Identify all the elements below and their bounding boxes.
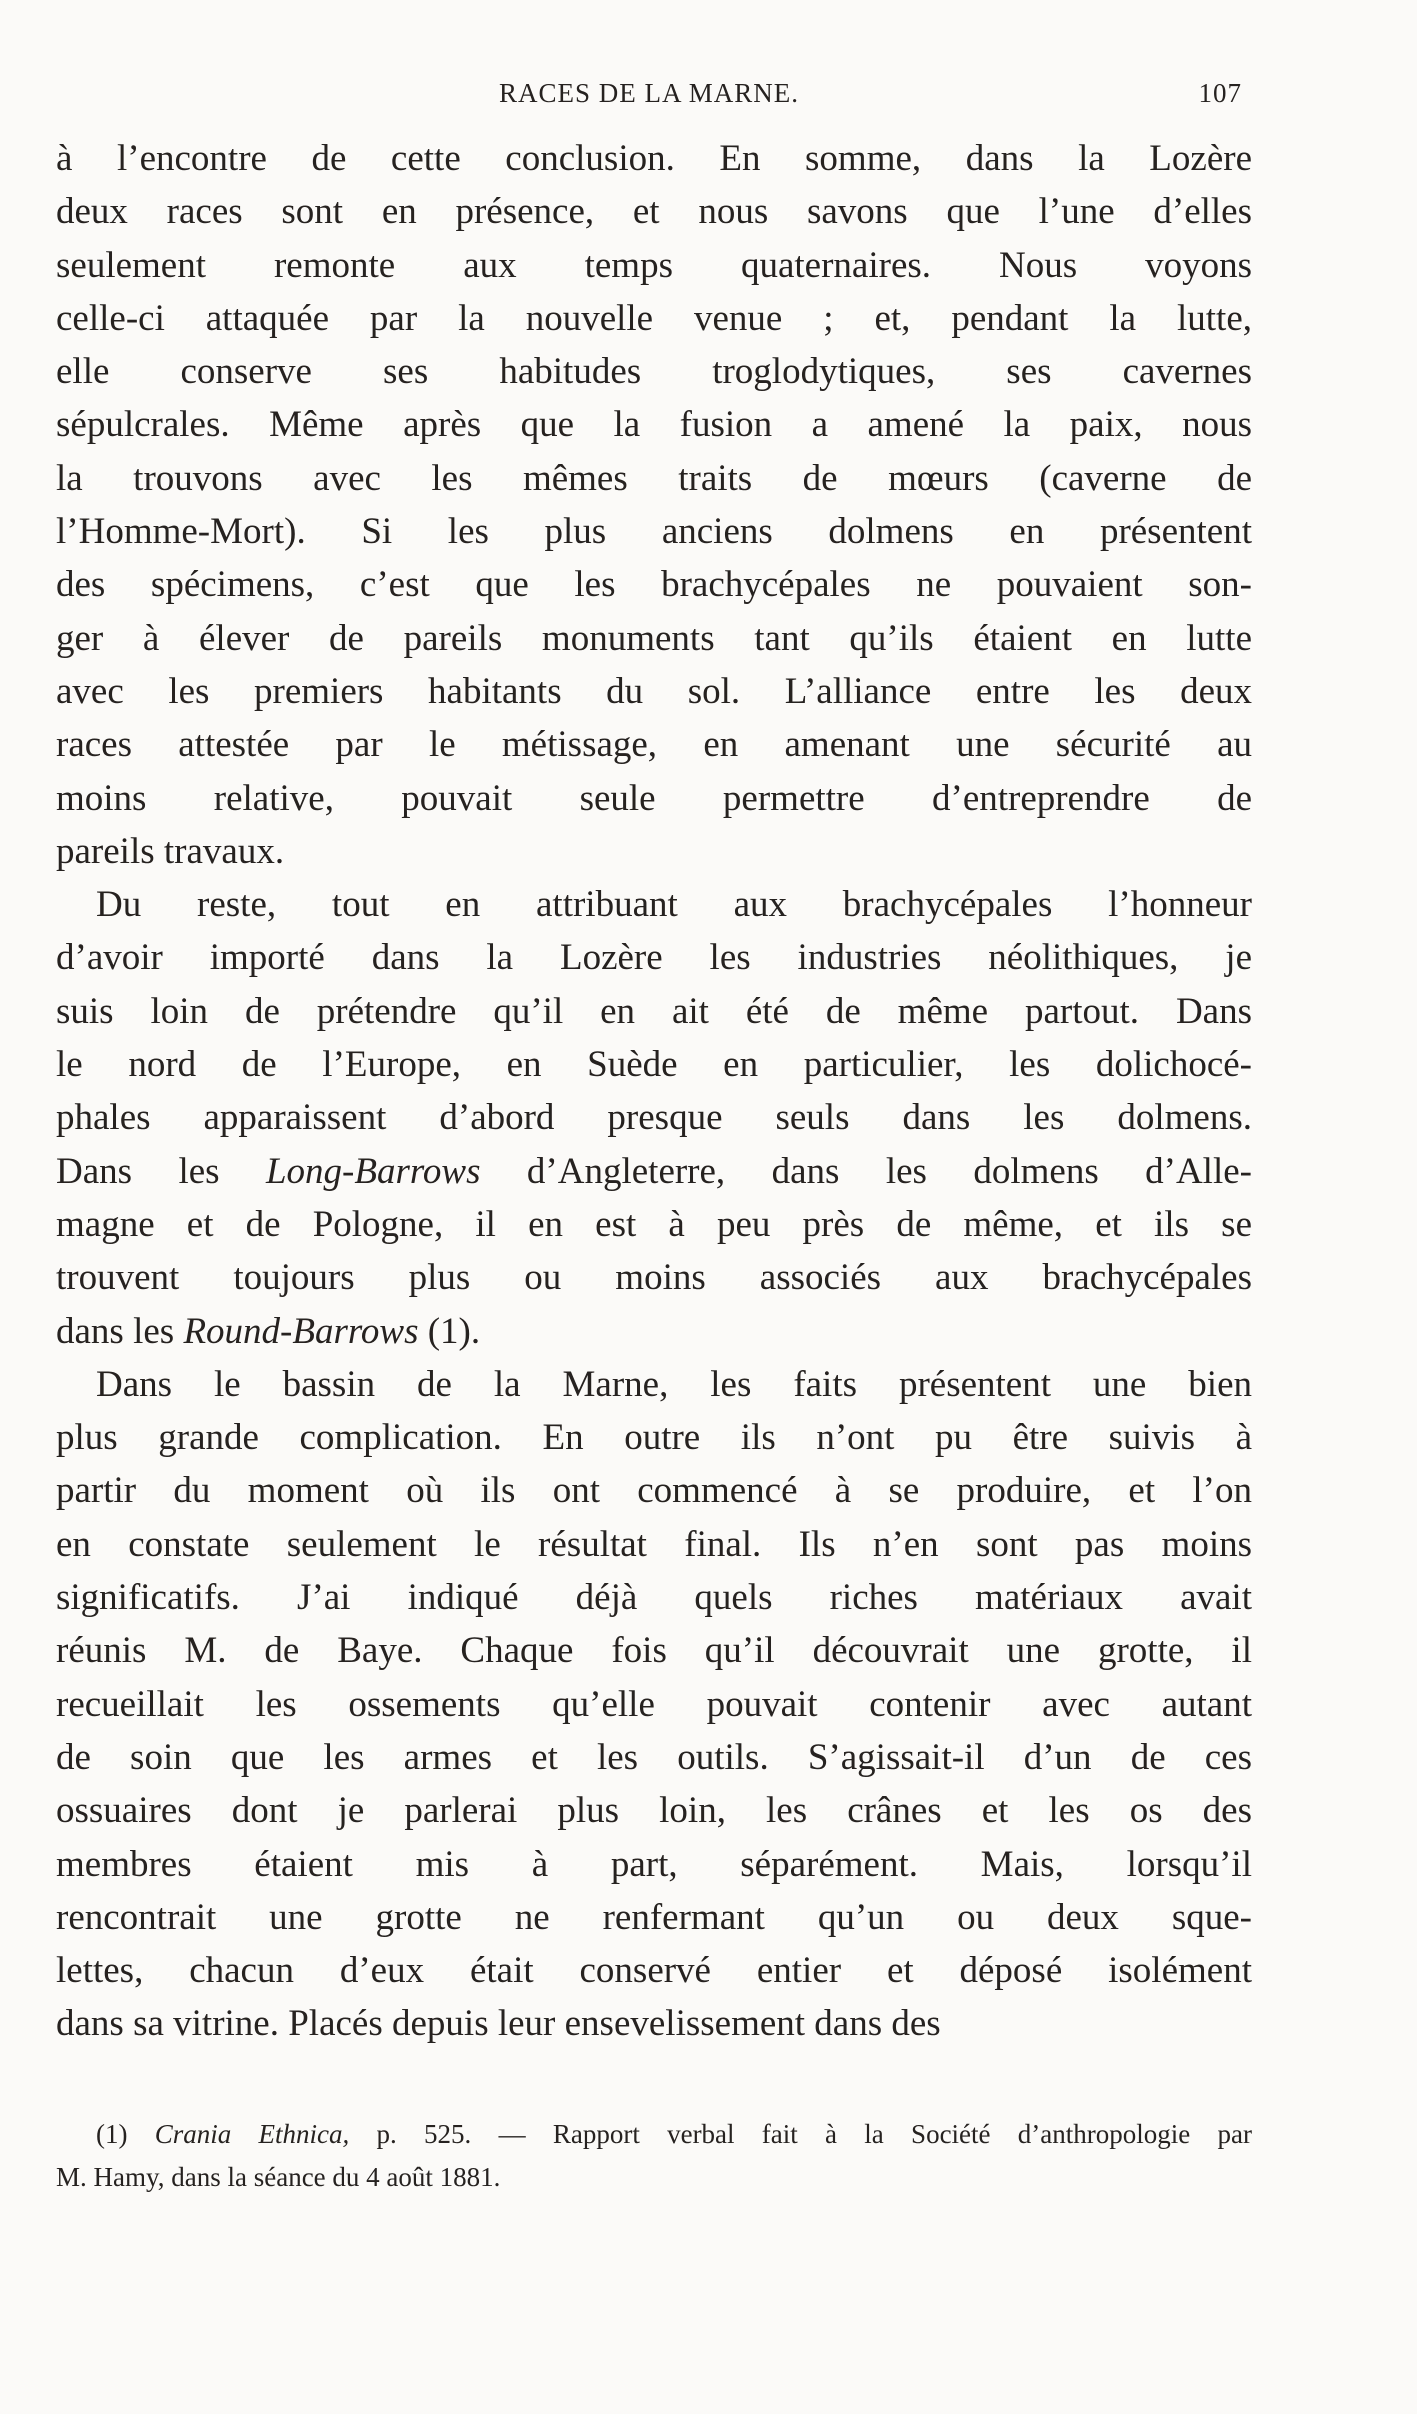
text-line <box>56 931 1252 984</box>
italic-text: Round-Barrows <box>183 1310 419 1352</box>
text-segment: pareils travaux. <box>56 830 285 872</box>
footnote-line <box>56 2156 1252 2199</box>
text-line <box>56 1678 1252 1731</box>
text-line <box>56 132 1252 185</box>
text-segment: l’Homme-Mort). Si les plus anciens dolmens en présentent <box>56 511 1252 553</box>
footnote-text: M. Hamy, dans la séance du 4 août 1881. <box>56 2162 501 2192</box>
text-line <box>56 1305 1252 1358</box>
text-segment: phales apparaissent d’abord presque seuls dans les dolmens. <box>56 1097 1252 1139</box>
italic-text: Long-Barrows <box>265 1150 481 1192</box>
text-segment: le nord de l’Europe, en Suède en particulier, les dolichocé- <box>56 1044 1252 1086</box>
text-line <box>56 1838 1252 1891</box>
text-line <box>56 878 1252 931</box>
text-line <box>56 1198 1252 1251</box>
text-segment: dans les <box>56 1310 184 1352</box>
text-segment: réunis M. de Baye. Chaque fois qu’il découvrait une grotte, il <box>56 1630 1252 1672</box>
body-text <box>56 132 1252 2051</box>
text-line <box>56 1358 1252 1411</box>
text-segment: sépulcrales. Même après que la fusion a amené la paix, nous <box>56 404 1252 446</box>
text-segment: significatifs. J’ai indiqué déjà quels riches matériaux avait <box>56 1577 1252 1619</box>
text-segment: ossuaires dont je parlerai plus loin, les crânes et les os des <box>56 1790 1252 1832</box>
paragraph <box>56 132 1252 878</box>
text-line <box>56 1784 1252 1837</box>
text-segment: deux races sont en présence, et nous savons que l’une d’elles <box>56 191 1252 233</box>
text-line <box>56 985 1252 1038</box>
text-line <box>56 345 1252 398</box>
text-line <box>56 612 1252 665</box>
text-line <box>56 558 1252 611</box>
footnote-text: (1) <box>96 2119 155 2149</box>
text-line <box>56 718 1252 771</box>
text-segment: races attestée par le métissage, en amenant une sécurité au <box>56 724 1252 766</box>
text-segment: elle conserve ses habitudes troglodytiques, ses cavernes <box>56 351 1252 393</box>
paragraph <box>56 878 1252 1358</box>
text-segment: ger à élever de pareils monuments tant qu’ils étaient en lutte <box>56 617 1252 659</box>
text-segment: rencontrait une grotte ne renfermant qu’un ou deux sque- <box>56 1896 1252 1938</box>
text-line <box>56 398 1252 451</box>
text-segment: (1). <box>418 1310 481 1352</box>
text-segment: lettes, chacun d’eux était conservé entier et déposé isolément <box>56 1950 1252 1992</box>
page-number: 107 <box>1198 78 1242 108</box>
text-line <box>56 1038 1252 1091</box>
text-segment: suis loin de prétendre qu’il en ait été de même partout. Dans <box>56 990 1252 1032</box>
text-line <box>56 1145 1252 1198</box>
text-line <box>56 1997 1252 2050</box>
text-line <box>56 1251 1252 1304</box>
text-segment: Dans le bassin de la Marne, les faits présentent une bien <box>96 1363 1252 1405</box>
running-head <box>56 78 1242 118</box>
text-segment: membres étaient mis à part, séparément. Mais, lorsqu’il <box>56 1843 1252 1885</box>
text-segment: seulement remonte aux temps quaternaires. Nous voyons <box>56 244 1252 286</box>
footnotes <box>56 2113 1252 2199</box>
text-segment: à l’encontre de cette conclusion. En somme, dans la Lozère <box>56 138 1252 179</box>
text-line <box>56 292 1252 345</box>
text-segment: dans sa vitrine. Placés depuis leur ensevelissement dans des <box>56 2003 941 2045</box>
text-line <box>56 665 1252 718</box>
text-line <box>56 825 1252 878</box>
text-segment: Du reste, tout en attribuant aux brachycépales l’honneur <box>96 884 1252 926</box>
text-line <box>56 452 1252 505</box>
text-segment: en constate seulement le résultat final. Ils n’en sont pas moins <box>56 1523 1252 1565</box>
text-line <box>56 1944 1252 1997</box>
text-line <box>56 1731 1252 1784</box>
text-line <box>56 1518 1252 1571</box>
text-line <box>56 1891 1252 1944</box>
text-line <box>56 1571 1252 1624</box>
footnote-text: p. 525. — Rapport verbal fait à la Société d’anthropologie par <box>349 2119 1252 2149</box>
text-segment: de soin que les armes et les outils. S’agissait-il d’un de ces <box>56 1736 1252 1778</box>
text-line <box>56 772 1252 825</box>
text-segment: magne et de Pologne, il en est à peu près de même, et ils se <box>56 1203 1252 1245</box>
text-segment: celle-ci attaquée par la nouvelle venue ; et, pendant la lutte, <box>56 297 1252 339</box>
text-segment: Dans les <box>56 1150 266 1192</box>
text-line <box>56 1091 1252 1144</box>
text-segment: des spécimens, c’est que les brachycépales ne pouvaient son- <box>56 564 1252 606</box>
running-title: RACES DE LA MARNE. <box>498 78 800 108</box>
text-segment: la trouvons avec les mêmes traits de mœurs (caverne de <box>56 457 1252 499</box>
paragraph <box>56 1358 1252 2051</box>
text-segment: d’Angleterre, dans les dolmens d’Alle- <box>480 1150 1252 1192</box>
text-line <box>56 1464 1252 1517</box>
text-segment: recueillait les ossements qu’elle pouvait contenir avec autant <box>56 1683 1252 1725</box>
text-segment: d’avoir importé dans la Lozère les industries néolithiques, je <box>56 937 1252 979</box>
text-line <box>56 185 1252 238</box>
text-line <box>56 1624 1252 1677</box>
text-segment: trouvent toujours plus ou moins associés aux brachycépales <box>56 1257 1252 1299</box>
footnote-italic-text: Crania Ethnica, <box>154 2119 350 2149</box>
text-segment: plus grande complication. En outre ils n’ont pu être suivis à <box>56 1417 1252 1459</box>
text-segment: partir du moment où ils ont commencé à se produire, et l’on <box>56 1470 1252 1512</box>
text-segment: moins relative, pouvait seule permettre d’entreprendre de <box>56 777 1252 819</box>
text-line <box>56 505 1252 558</box>
footnote-line <box>56 2113 1252 2156</box>
text-segment: avec les premiers habitants du sol. L’alliance entre les deux <box>56 670 1252 712</box>
text-line <box>56 1411 1252 1464</box>
text-line <box>56 239 1252 292</box>
